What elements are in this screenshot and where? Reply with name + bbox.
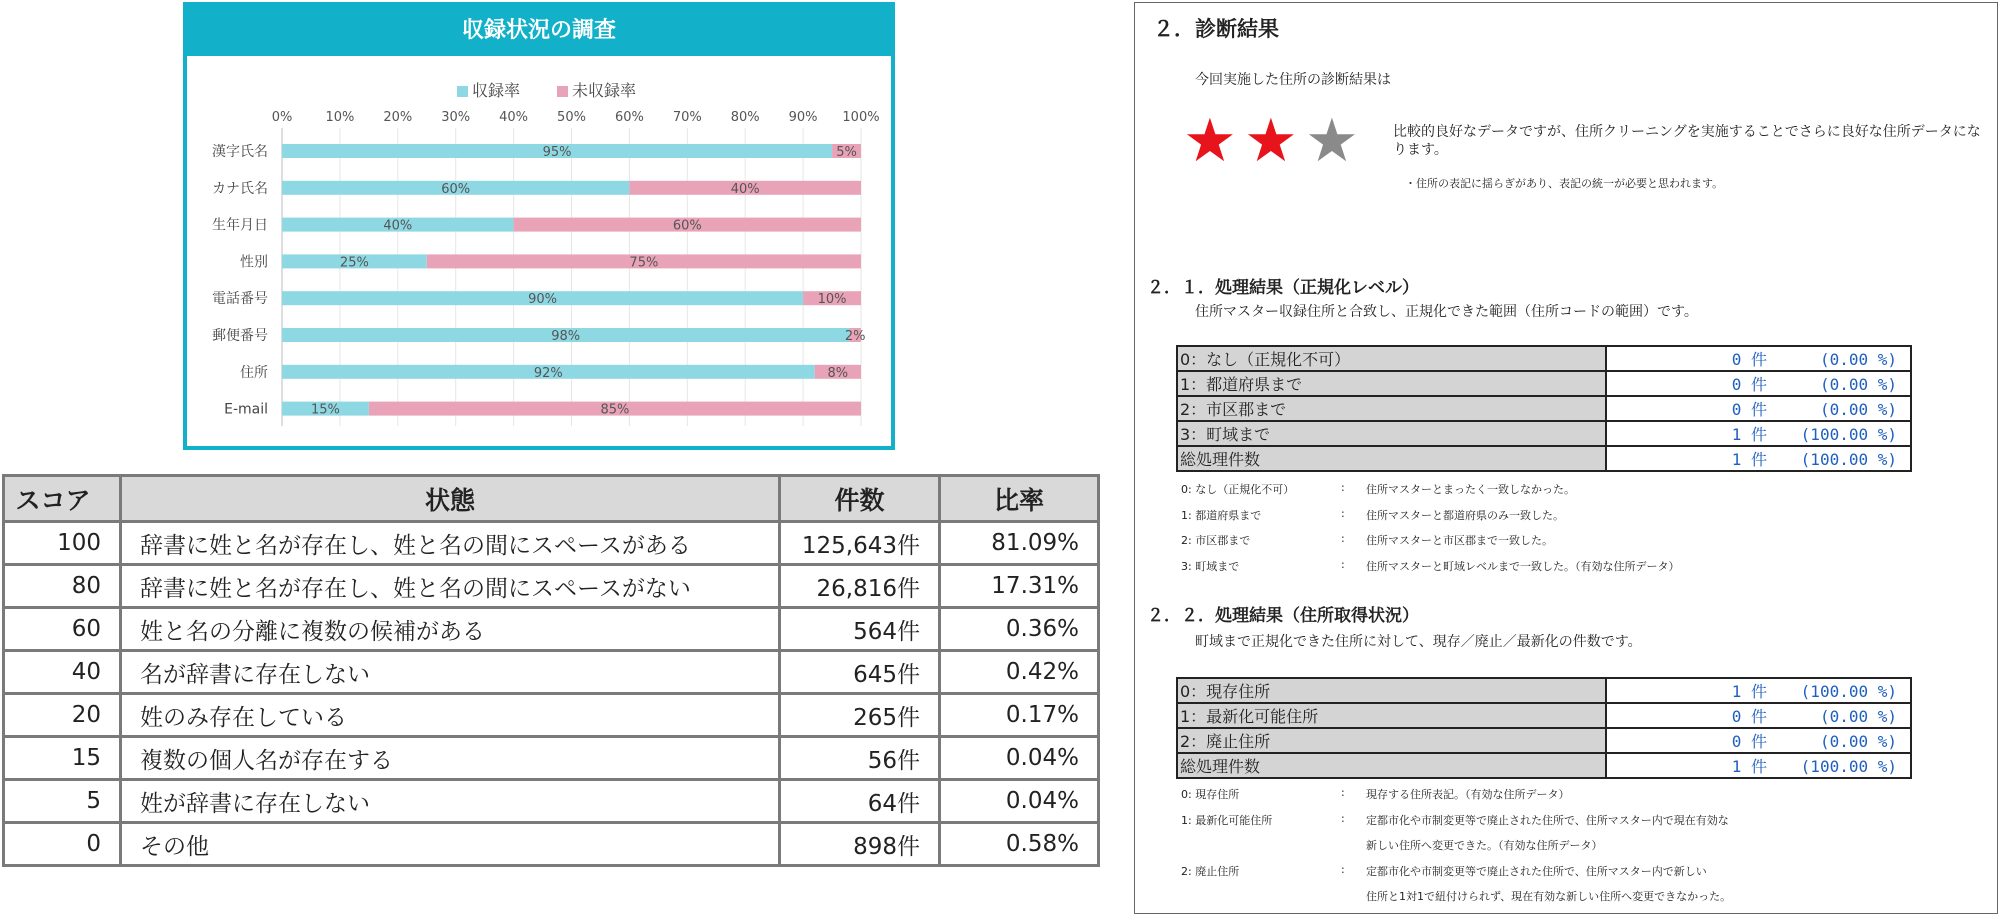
result-row [1177,678,1911,703]
table-row [4,737,1099,780]
data-label: 85% [600,402,630,418]
data-label: 15% [310,402,340,418]
data-label: 75% [629,255,659,271]
legend-key: 1: 最新化可能住所 [1181,813,1273,827]
category-label: E-mail [224,401,268,418]
cell-score: 40 [4,651,121,694]
cell-count: 125,643件 [780,522,940,565]
legend-key: 0: 現存住所 [1181,788,1240,801]
cell-state: 名が辞書に存在しない [121,651,780,694]
cell-state: 辞書に姓と名が存在し、姓と名の間にスペースがない [121,565,780,608]
x-tick-label: 60% [614,110,644,125]
data-label: 5% [836,145,857,160]
x-tick-label: 50% [557,110,586,125]
result-value [1606,678,1911,703]
data-label: 10% [817,292,847,308]
result-label: 3：町域まで [1177,421,1606,446]
cell-state: 姓が辞書に存在しない [121,780,780,823]
result-percent: (0.00 %) [1819,707,1897,726]
legend-value: 住所マスターと町域レベルまで一致した。（有効な住所データ） [1366,559,1680,573]
result-count: 1 件 [1731,757,1767,776]
star-filled-icon: ★ [1183,106,1237,176]
stacked-bar-chart [187,6,891,446]
result-label: 総処理件数 [1177,753,1606,778]
cell-count: 645件 [780,651,940,694]
result-value [1606,728,1911,753]
star-filled-icon: ★ [1244,106,1298,176]
cell-count: 56件 [780,737,940,780]
category-label: 電話番号 [212,291,268,308]
data-label: 25% [339,255,369,271]
table-row [4,651,1099,694]
result-row [1177,421,1911,446]
cell-count: 64件 [780,780,940,823]
result-percent: (0.00 %) [1819,350,1897,369]
report-intro: 今回実施した住所の診断結果は [1195,72,1391,88]
result-row [1177,703,1911,728]
result-percent: (100.00 %) [1800,450,1897,469]
cell-ratio: 0.04% [940,737,1099,780]
result-label: 1：最新化可能住所 [1177,703,1606,728]
legend-key: 2: 市区郡まで [1181,534,1251,547]
result-row [1177,446,1911,471]
result-percent: (100.00 %) [1800,757,1897,776]
result-percent: (100.00 %) [1800,425,1897,444]
chart-panel [183,2,895,450]
address-status-table [1176,677,1912,779]
header-ratio: 比率 [940,476,1099,522]
data-label: 2% [844,329,866,344]
result-row [1177,346,1911,371]
legend-colon: : [1341,811,1345,825]
cell-score: 5 [4,780,121,823]
result-count: 0 件 [1731,400,1767,419]
result-label: 2：市区郡まで [1177,396,1606,421]
star-empty-icon: ★ [1305,106,1359,176]
data-label: 92% [533,365,563,381]
legend-value: 現存する住所表記。（有効な住所データ） [1366,788,1570,801]
data-label: 98% [551,329,581,344]
report-description: 比較的良好なデータですが、住所クリーニングを実施することでさらに良好な住所データになります。 [1393,124,1981,158]
header-state: 状態 [121,476,780,522]
legend-label: 収録率 [472,81,521,100]
result-value [1606,446,1911,471]
result-count: 0 件 [1731,707,1767,726]
legend-key: 2: 廃止住所 [1181,864,1240,878]
legend-value: 住所マスターとまったく一致しなかった。 [1366,483,1575,496]
section1-title: ２．１．処理結果（正規化レベル） [1147,278,1419,298]
legend-value: 定都市化や市制変更等で廃止された住所で、住所マスター内で現在有効な [1366,813,1729,827]
result-label: 1：都道府県まで [1177,371,1606,396]
cell-score: 60 [4,608,121,651]
normalization-result-table [1176,345,1912,472]
result-percent: (100.00 %) [1800,682,1897,701]
x-tick-label: 20% [383,110,413,125]
table-row [4,780,1099,823]
cell-score: 0 [4,823,121,866]
result-value [1606,421,1911,446]
section1-desc: 住所マスター収録住所と合致し、正規化できた範囲（住所コードの範囲）です。 [1195,304,1698,320]
x-tick-label: 80% [730,110,760,125]
cell-state: その他 [121,823,780,866]
data-label: 60% [441,181,471,197]
report-note: ・住所の表記に揺らぎがあり、表記の統一が必要と思われます。 [1405,177,1724,190]
cell-state: 姓のみ存在している [121,694,780,737]
legend-value: 住所マスターと市区郡まで一致した。 [1366,534,1553,547]
result-count: 1 件 [1731,450,1767,469]
score-table-header [4,476,1099,522]
cell-ratio: 81.09% [940,522,1099,565]
x-tick-label: 70% [672,110,702,125]
cell-count: 265件 [780,694,940,737]
result-value [1606,346,1911,371]
data-label: 95% [542,145,572,160]
result-value [1606,371,1911,396]
cell-score: 15 [4,737,121,780]
result-value [1606,753,1911,778]
category-label: 郵便番号 [212,328,268,344]
category-label: 生年月日 [212,217,268,234]
cell-ratio: 0.04% [940,780,1099,823]
section2-desc: 町域まで正規化できた住所に対して、現存／廃止／最新化の件数です。 [1195,634,1642,650]
x-tick-label: 90% [788,110,818,125]
result-value [1606,703,1911,728]
result-row [1177,371,1911,396]
cell-state: 辞書に姓と名が存在し、姓と名の間にスペースがある [121,522,780,565]
cell-score: 80 [4,565,121,608]
x-tick-label: 40% [499,110,529,125]
x-tick-label: 10% [325,110,355,125]
table-row [4,694,1099,737]
legend-colon: : [1341,862,1345,876]
result-label: 0：なし（正規化不可） [1177,346,1606,371]
result-label: 0：現存住所 [1177,678,1606,703]
cell-ratio: 0.42% [940,651,1099,694]
cell-ratio: 0.36% [940,608,1099,651]
header-count: 件数 [780,476,940,522]
data-label: 90% [528,292,558,308]
result-percent: (0.00 %) [1819,732,1897,751]
legend-value: 住所と1対1で紐付けられず、現在有効な新しい住所へ変更できなかった。 [1366,890,1732,903]
result-row [1177,728,1911,753]
category-label: 住所 [240,364,268,381]
table-row [4,522,1099,565]
table-row [4,565,1099,608]
legend-key: 1: 都道府県まで [1181,508,1262,522]
x-tick-label: 100% [842,110,880,125]
legend-swatch [557,86,568,97]
legend-colon: : [1341,786,1345,799]
cell-ratio: 17.31% [940,565,1099,608]
legend-value: 住所マスターと都道府県のみ一致した。 [1366,508,1564,522]
table-row [4,608,1099,651]
legend-colon: : [1341,481,1345,494]
result-percent: (0.00 %) [1819,400,1897,419]
legend-key: 0: なし（正規化不可） [1181,483,1295,496]
result-label: 2：廃止住所 [1177,728,1606,753]
diagnosis-report [1134,2,1998,914]
data-label: 40% [730,181,760,197]
data-label: 60% [672,218,702,234]
result-count: 0 件 [1731,732,1767,751]
cell-count: 898件 [780,823,940,866]
result-count: 0 件 [1731,375,1767,394]
data-label: 8% [827,365,849,381]
legend-colon: : [1341,506,1345,520]
result-count: 0 件 [1731,350,1767,369]
result-value [1606,396,1911,421]
result-row [1177,396,1911,421]
legend-colon: : [1341,532,1345,545]
result-label: 総処理件数 [1177,446,1606,471]
cell-state: 複数の個人名が存在する [121,737,780,780]
x-tick-label: 30% [441,110,471,125]
score-table [2,474,1100,867]
header-score: スコア [4,476,121,522]
cell-count: 564件 [780,608,940,651]
result-count: 1 件 [1731,425,1767,444]
legend-colon: : [1341,557,1345,571]
section2-title: ２．２．処理結果（住所取得状況） [1147,606,1419,626]
table-row [4,823,1099,866]
data-label: 40% [383,218,413,234]
result-percent: (0.00 %) [1819,375,1897,394]
legend-value: 定都市化や市制変更等で廃止された住所で、住所マスター内で新しい [1366,864,1707,878]
cell-score: 20 [4,694,121,737]
report-heading: ２．診断結果 [1153,17,1279,41]
cell-count: 26,816件 [780,565,940,608]
chart-title: 収録状況の調査 [187,6,891,56]
legend-key: 3: 町域まで [1181,559,1240,573]
category-label: 漢字氏名 [212,144,268,160]
legend-value: 新しい住所へ変更できた。（有効な住所データ） [1366,839,1603,852]
category-label: 性別 [240,254,268,271]
cell-state: 姓と名の分離に複数の候補がある [121,608,780,651]
cell-ratio: 0.17% [940,694,1099,737]
result-row [1177,753,1911,778]
legend-swatch [457,86,468,97]
result-count: 1 件 [1731,682,1767,701]
cell-ratio: 0.58% [940,823,1099,866]
x-tick-label: 0% [271,110,293,125]
cell-score: 100 [4,522,121,565]
category-label: カナ氏名 [212,180,268,197]
legend-label: 未収録率 [572,81,637,100]
